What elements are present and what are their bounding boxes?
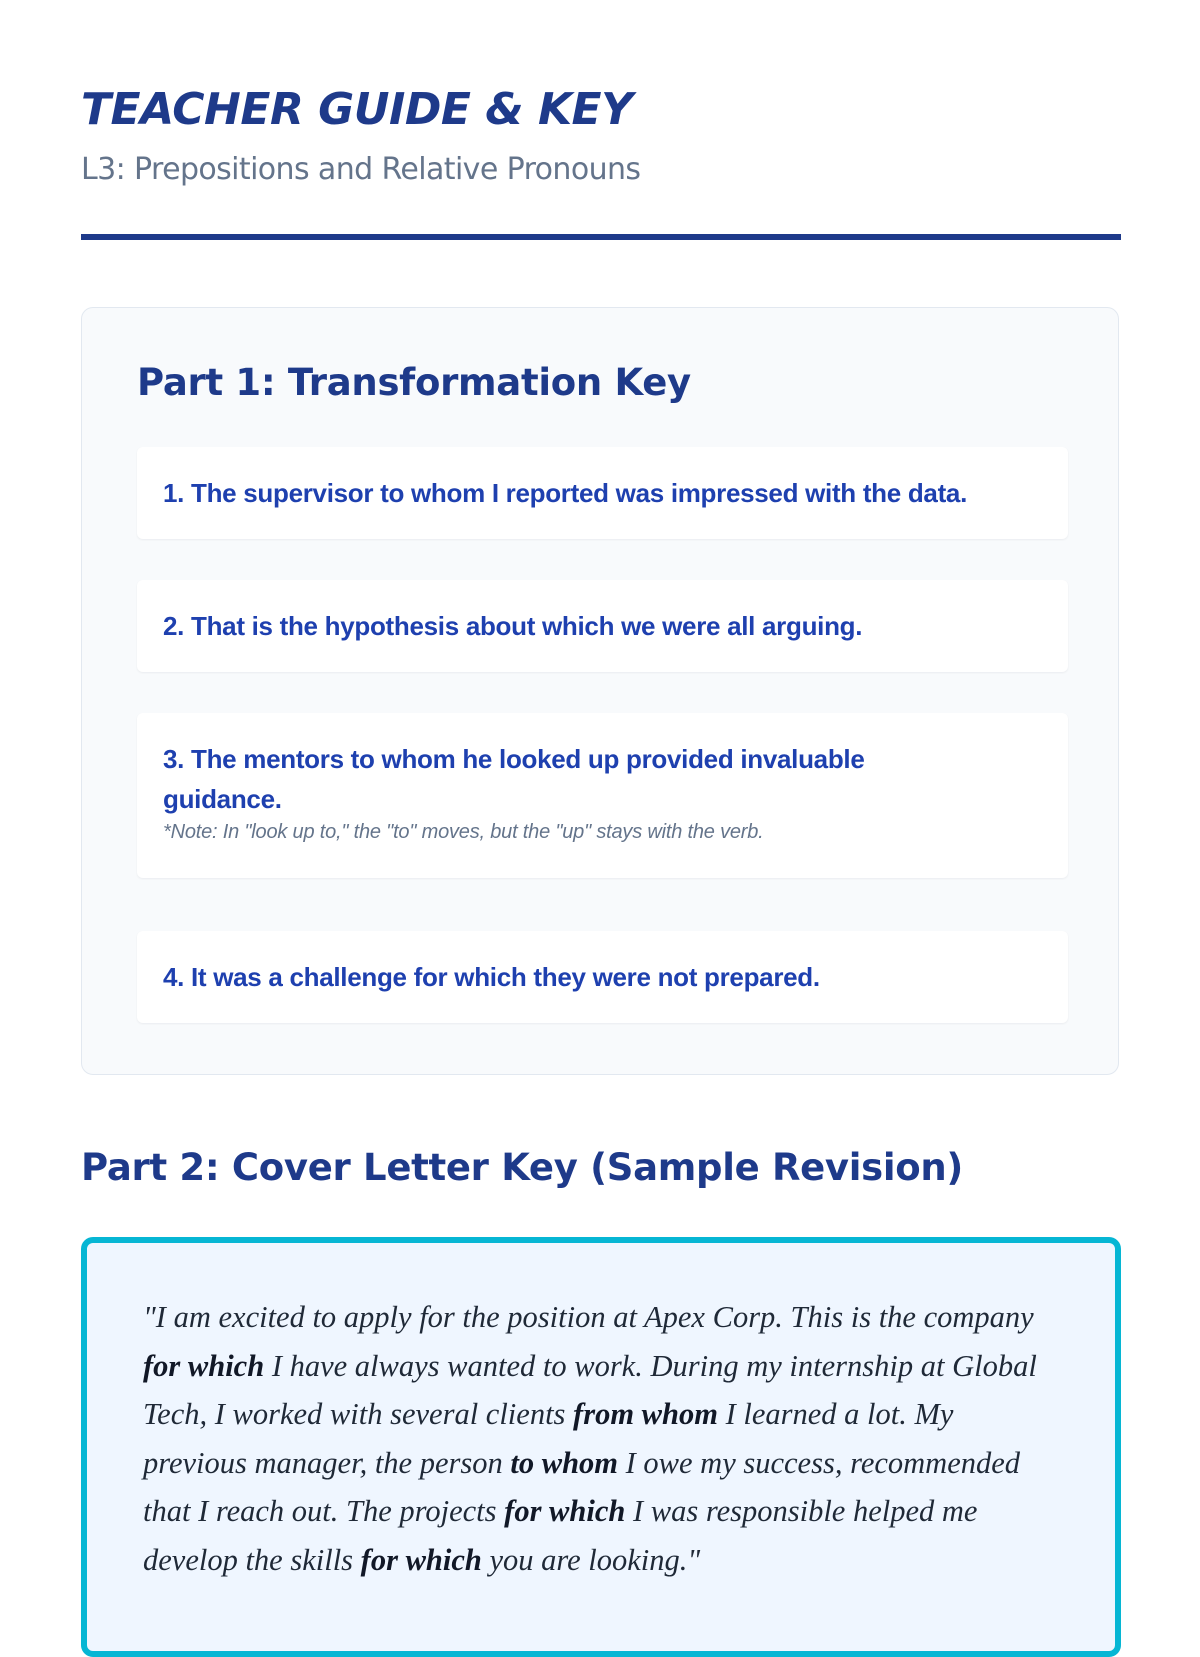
- letter-segment: "I am excited to apply for the position at Apex Corp. This is the company: [143, 1300, 1034, 1334]
- letter-highlight: for which: [143, 1348, 265, 1383]
- part2-title: Part 2: Cover Letter Key (Sample Revision): [81, 1146, 964, 1189]
- letter-segment: I owe my success, recommended that I reach out. The projects: [143, 1445, 1021, 1528]
- key-item-3-text: 3. The mentors to whom he looked up provided invaluable guidance.: [163, 744, 865, 814]
- document-subtitle: L3: Prepositions and Relative Pronouns: [81, 152, 641, 187]
- part1-section: [81, 307, 1119, 1075]
- key-item-3-note: *Note: In "look up to," the "to" moves, but the "up" stays with the verb.: [163, 821, 764, 843]
- letter-highlight: for which: [360, 1542, 482, 1577]
- document-title: TEACHER GUIDE & KEY: [81, 84, 633, 135]
- key-item-3: [137, 713, 1068, 878]
- key-item-2: [137, 580, 1068, 672]
- letter-segment: you are looking.": [481, 1542, 701, 1577]
- key-item-4: [137, 931, 1068, 1023]
- key-item-4-text: 4. It was a challenge for which they were not prepared.: [163, 962, 820, 992]
- letter-highlight: to whom: [510, 1445, 619, 1480]
- letter-segment: I have always wanted to work. During my internship at Global Tech, I worked with several clients: [143, 1348, 1037, 1431]
- letter-highlight: from whom: [573, 1397, 718, 1431]
- key-item-1: [137, 447, 1068, 539]
- header-divider: [81, 234, 1121, 240]
- letter-segment: I was responsible helped me develop the skills: [143, 1494, 978, 1577]
- letter-highlight: for which: [504, 1494, 626, 1528]
- key-item-2-text: 2. That is the hypothesis about which we were all arguing.: [163, 611, 863, 641]
- cover-letter-sample: [81, 1237, 1121, 1657]
- cover-letter-text: [143, 1293, 1063, 1584]
- key-item-1-text: 1. The supervisor to whom I reported was impressed with the data.: [163, 478, 968, 508]
- part1-title: Part 1: Transformation Key: [137, 361, 691, 404]
- letter-segment: I learned a lot. My previous manager, the person: [143, 1397, 954, 1480]
